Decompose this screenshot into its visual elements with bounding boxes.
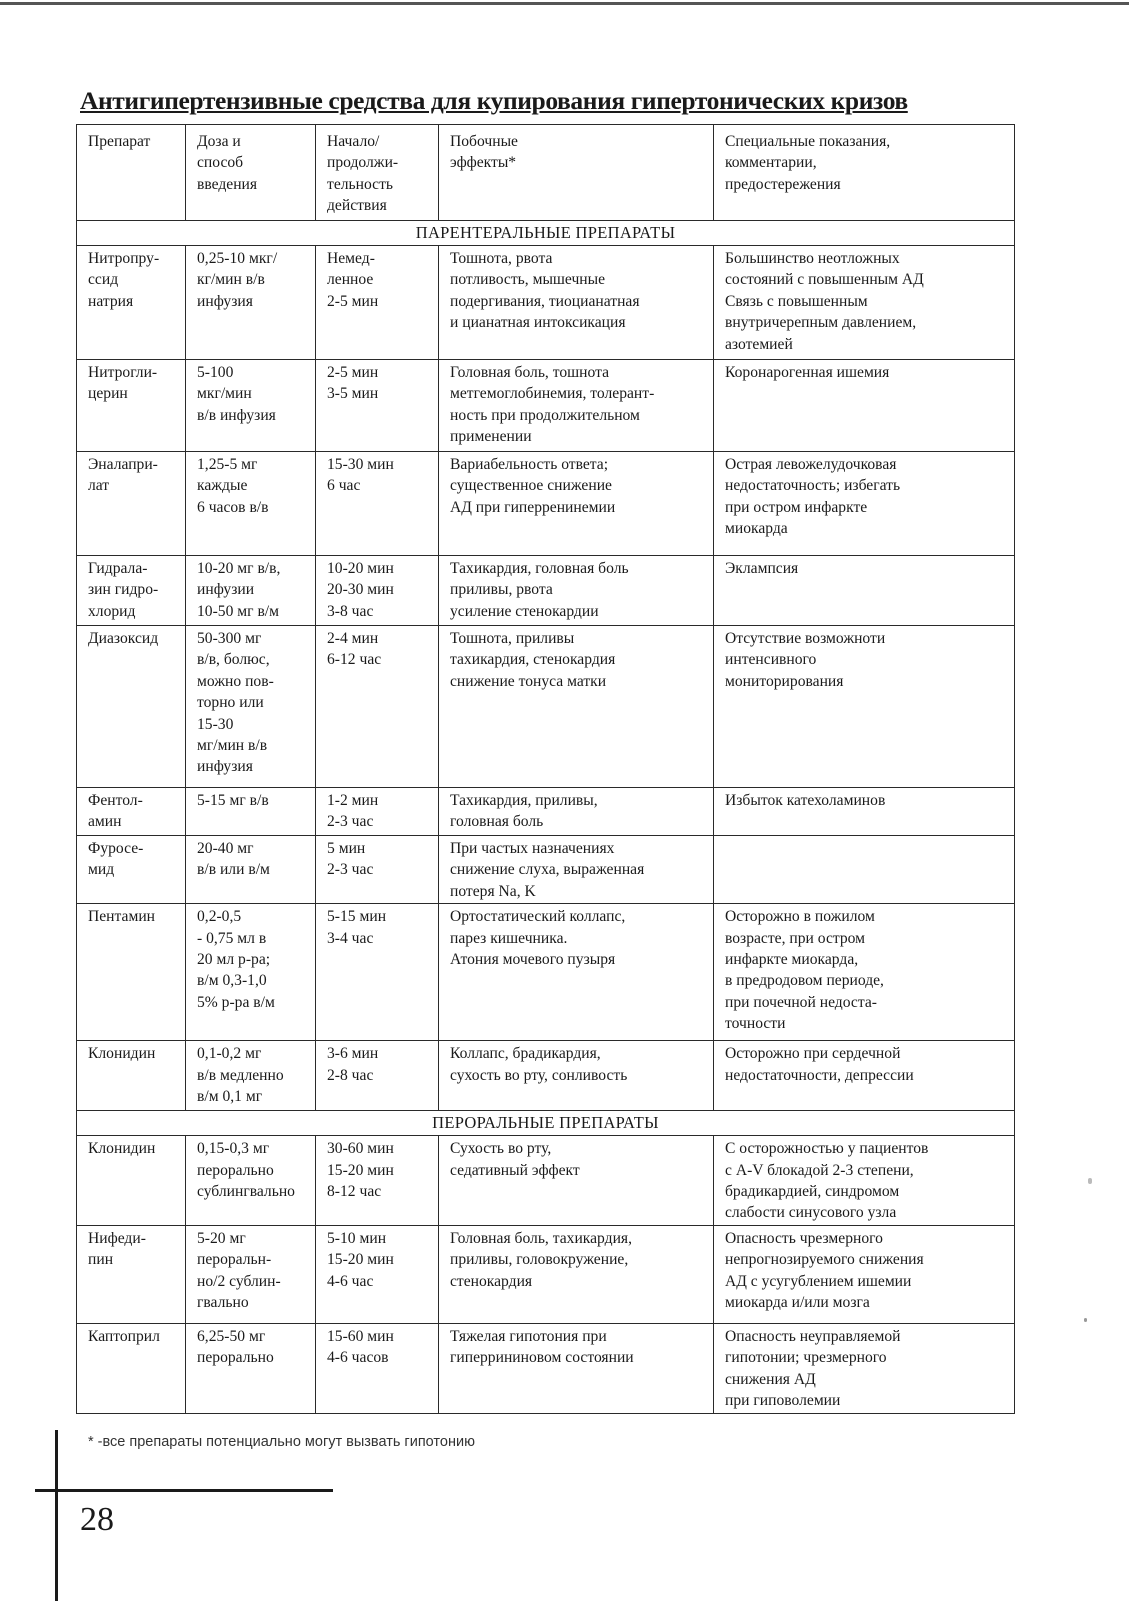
margin-horizontal-line xyxy=(35,1489,333,1492)
section-row xyxy=(77,221,1015,246)
side-effects-cell: Головная боль, тахикардия, приливы, головокружение, стенокардия xyxy=(439,1225,714,1323)
section-heading: ПЕРОРАЛЬНЫЕ ПРЕПАРАТЫ xyxy=(77,1111,1015,1136)
side-effects-cell: Тахикардия, приливы, головная боль xyxy=(439,788,714,836)
notes-cell: Большинство неотложных состояний с повышенным АД Связь с повышенным внутричерепным давлением, азотемией xyxy=(714,246,1015,360)
onset-cell: 2-4 мин 6-12 час xyxy=(316,626,439,788)
table-row xyxy=(77,1225,1015,1323)
page-title: Антигипертензивные средства для купирования гипертонических кризов xyxy=(80,86,908,115)
notes-cell: Опасность чрезмерного непрогнозируемого снижения АД с усугублением ишемии миокарда и/или мозга xyxy=(714,1225,1015,1323)
dose-cell: 6,25-50 мг перорально xyxy=(186,1323,316,1413)
notes-cell xyxy=(714,836,1015,904)
table-row xyxy=(77,788,1015,836)
side-effects-cell: Коллапс, брадикардия, сухость во рту, сонливость xyxy=(439,1041,714,1111)
table-row xyxy=(77,836,1015,904)
onset-cell: 30-60 мин 15-20 мин 8-12 час xyxy=(316,1136,439,1226)
dose-cell: 5-15 мг в/в xyxy=(186,788,316,836)
table-row xyxy=(77,626,1015,788)
side-effects-cell: Вариабельность ответа; существенное снижение АД при гиперренинемии xyxy=(439,452,714,556)
drug-cell: Диазоксид xyxy=(77,626,186,788)
notes-cell: Осторожно при сердечной недостаточности, депрессии xyxy=(714,1041,1015,1111)
column-header-notes: Специальные показания, комментарии, предостережения xyxy=(714,125,1015,221)
side-effects-cell: Тошнота, рвота потливость, мышечные подергивания, тиоцианатная и цианатная интоксикация xyxy=(439,246,714,360)
notes-cell: Острая левожелудочковая недостаточность; избегать при остром инфаркте миокарда xyxy=(714,452,1015,556)
onset-cell: 2-5 мин 3-5 мин xyxy=(316,360,439,452)
table-row xyxy=(77,556,1015,626)
drug-cell: Нитропру- ссид натрия xyxy=(77,246,186,360)
column-header-drug: Препарат xyxy=(77,125,186,221)
onset-cell: 5-10 мин 15-20 мин 4-6 час xyxy=(316,1225,439,1323)
scan-speck xyxy=(1084,1318,1087,1322)
onset-cell: 5-15 мин 3-4 час xyxy=(316,904,439,1041)
onset-cell: 15-60 мин 4-6 часов xyxy=(316,1323,439,1413)
table-row xyxy=(77,1136,1015,1226)
header-row xyxy=(77,125,1015,221)
column-header-dose: Доза и способ введения xyxy=(186,125,316,221)
onset-cell: Немед- ленное 2-5 мин xyxy=(316,246,439,360)
page-number: 28 xyxy=(80,1501,114,1538)
table-row xyxy=(77,246,1015,360)
side-effects-cell: Тахикардия, головная боль приливы, рвота усиление стенокардии xyxy=(439,556,714,626)
dose-cell: 50-300 мг в/в, болюс, можно пов- торно или 15-30 мг/мин в/в инфузия xyxy=(186,626,316,788)
onset-cell: 1-2 мин 2-3 час xyxy=(316,788,439,836)
footnote: * -все препараты потенциально могут вызвать гипотонию xyxy=(88,1434,475,1450)
side-effects-cell: Ортостатический коллапс, парез кишечника. Атония мочевого пузыря xyxy=(439,904,714,1041)
column-header-onset: Начало/ продолжи- тельность действия xyxy=(316,125,439,221)
margin-vertical-line xyxy=(55,1430,58,1601)
notes-cell: Отсутствие возможноти интенсивного мониторирования xyxy=(714,626,1015,788)
onset-cell: 10-20 мин 20-30 мин 3-8 час xyxy=(316,556,439,626)
dose-cell: 5-100 мкг/мин в/в инфузия xyxy=(186,360,316,452)
dose-cell: 20-40 мг в/в или в/м xyxy=(186,836,316,904)
section-heading: ПАРЕНТЕРАЛЬНЫЕ ПРЕПАРАТЫ xyxy=(77,221,1015,246)
dose-cell: 5-20 мг пероральн- но/2 сублин- гвально xyxy=(186,1225,316,1323)
onset-cell: 15-30 мин 6 час xyxy=(316,452,439,556)
drug-cell: Гидрала- зин гидро- хлорид xyxy=(77,556,186,626)
top-rule xyxy=(0,2,1129,5)
table-row xyxy=(77,904,1015,1041)
side-effects-cell: Тяжелая гипотония при гиперрининовом состоянии xyxy=(439,1323,714,1413)
drug-cell: Пентамин xyxy=(77,904,186,1041)
notes-cell: Эклампсия xyxy=(714,556,1015,626)
section-row xyxy=(77,1111,1015,1136)
side-effects-cell: Тошнота, приливы тахикардия, стенокардия снижение тонуса матки xyxy=(439,626,714,788)
notes-cell: С осторожностью у пациентов с A-V блокадой 2-3 степени, брадикардией, синдромом слабости синусового узла xyxy=(714,1136,1015,1226)
drug-cell: Нитрогли- церин xyxy=(77,360,186,452)
drug-cell: Фуросе- мид xyxy=(77,836,186,904)
table-row xyxy=(77,1323,1015,1413)
notes-cell: Коронарогенная ишемия xyxy=(714,360,1015,452)
dose-cell: 0,15-0,3 мг перорально сублингвально xyxy=(186,1136,316,1226)
drug-cell: Эналапри- лат xyxy=(77,452,186,556)
dose-cell: 10-20 мг в/в, инфузии 10-50 мг в/м xyxy=(186,556,316,626)
onset-cell: 3-6 мин 2-8 час xyxy=(316,1041,439,1111)
notes-cell: Опасность неуправляемой гипотонии; чрезмерного снижения АД при гиповолемии xyxy=(714,1323,1015,1413)
dose-cell: 0,1-0,2 мг в/в медленно в/м 0,1 мг xyxy=(186,1041,316,1111)
onset-cell: 5 мин 2-3 час xyxy=(316,836,439,904)
table-row xyxy=(77,1041,1015,1111)
scan-speck xyxy=(1088,1178,1092,1184)
dose-cell: 0,25-10 мкг/ кг/мин в/в инфузия xyxy=(186,246,316,360)
dose-cell: 1,25-5 мг каждые 6 часов в/в xyxy=(186,452,316,556)
table-row xyxy=(77,360,1015,452)
drug-cell: Клонидин xyxy=(77,1136,186,1226)
side-effects-cell: Сухость во рту, седативный эффект xyxy=(439,1136,714,1226)
drug-cell: Каптоприл xyxy=(77,1323,186,1413)
table-row xyxy=(77,452,1015,556)
column-header-side-effects: Побочные эффекты* xyxy=(439,125,714,221)
drug-cell: Нифеди- пин xyxy=(77,1225,186,1323)
table-body xyxy=(77,221,1015,1414)
side-effects-cell: Головная боль, тошнота метгемоглобинемия, толерант- ность при продолжительном применении xyxy=(439,360,714,452)
drug-cell: Клонидин xyxy=(77,1041,186,1111)
notes-cell: Осторожно в пожилом возрасте, при остром инфаркте миокарда, в предродовом периоде, при почечной недоста- точности xyxy=(714,904,1015,1041)
notes-cell: Избыток катехоламинов xyxy=(714,788,1015,836)
drug-cell: Фентол- амин xyxy=(77,788,186,836)
dose-cell: 0,2-0,5 - 0,75 мл в 20 мл р-ра; в/м 0,3-1,0 5% р-ра в/м xyxy=(186,904,316,1041)
drug-table xyxy=(76,124,1015,1414)
side-effects-cell: При частых назначениях снижение слуха, выраженная потеря Na, K xyxy=(439,836,714,904)
